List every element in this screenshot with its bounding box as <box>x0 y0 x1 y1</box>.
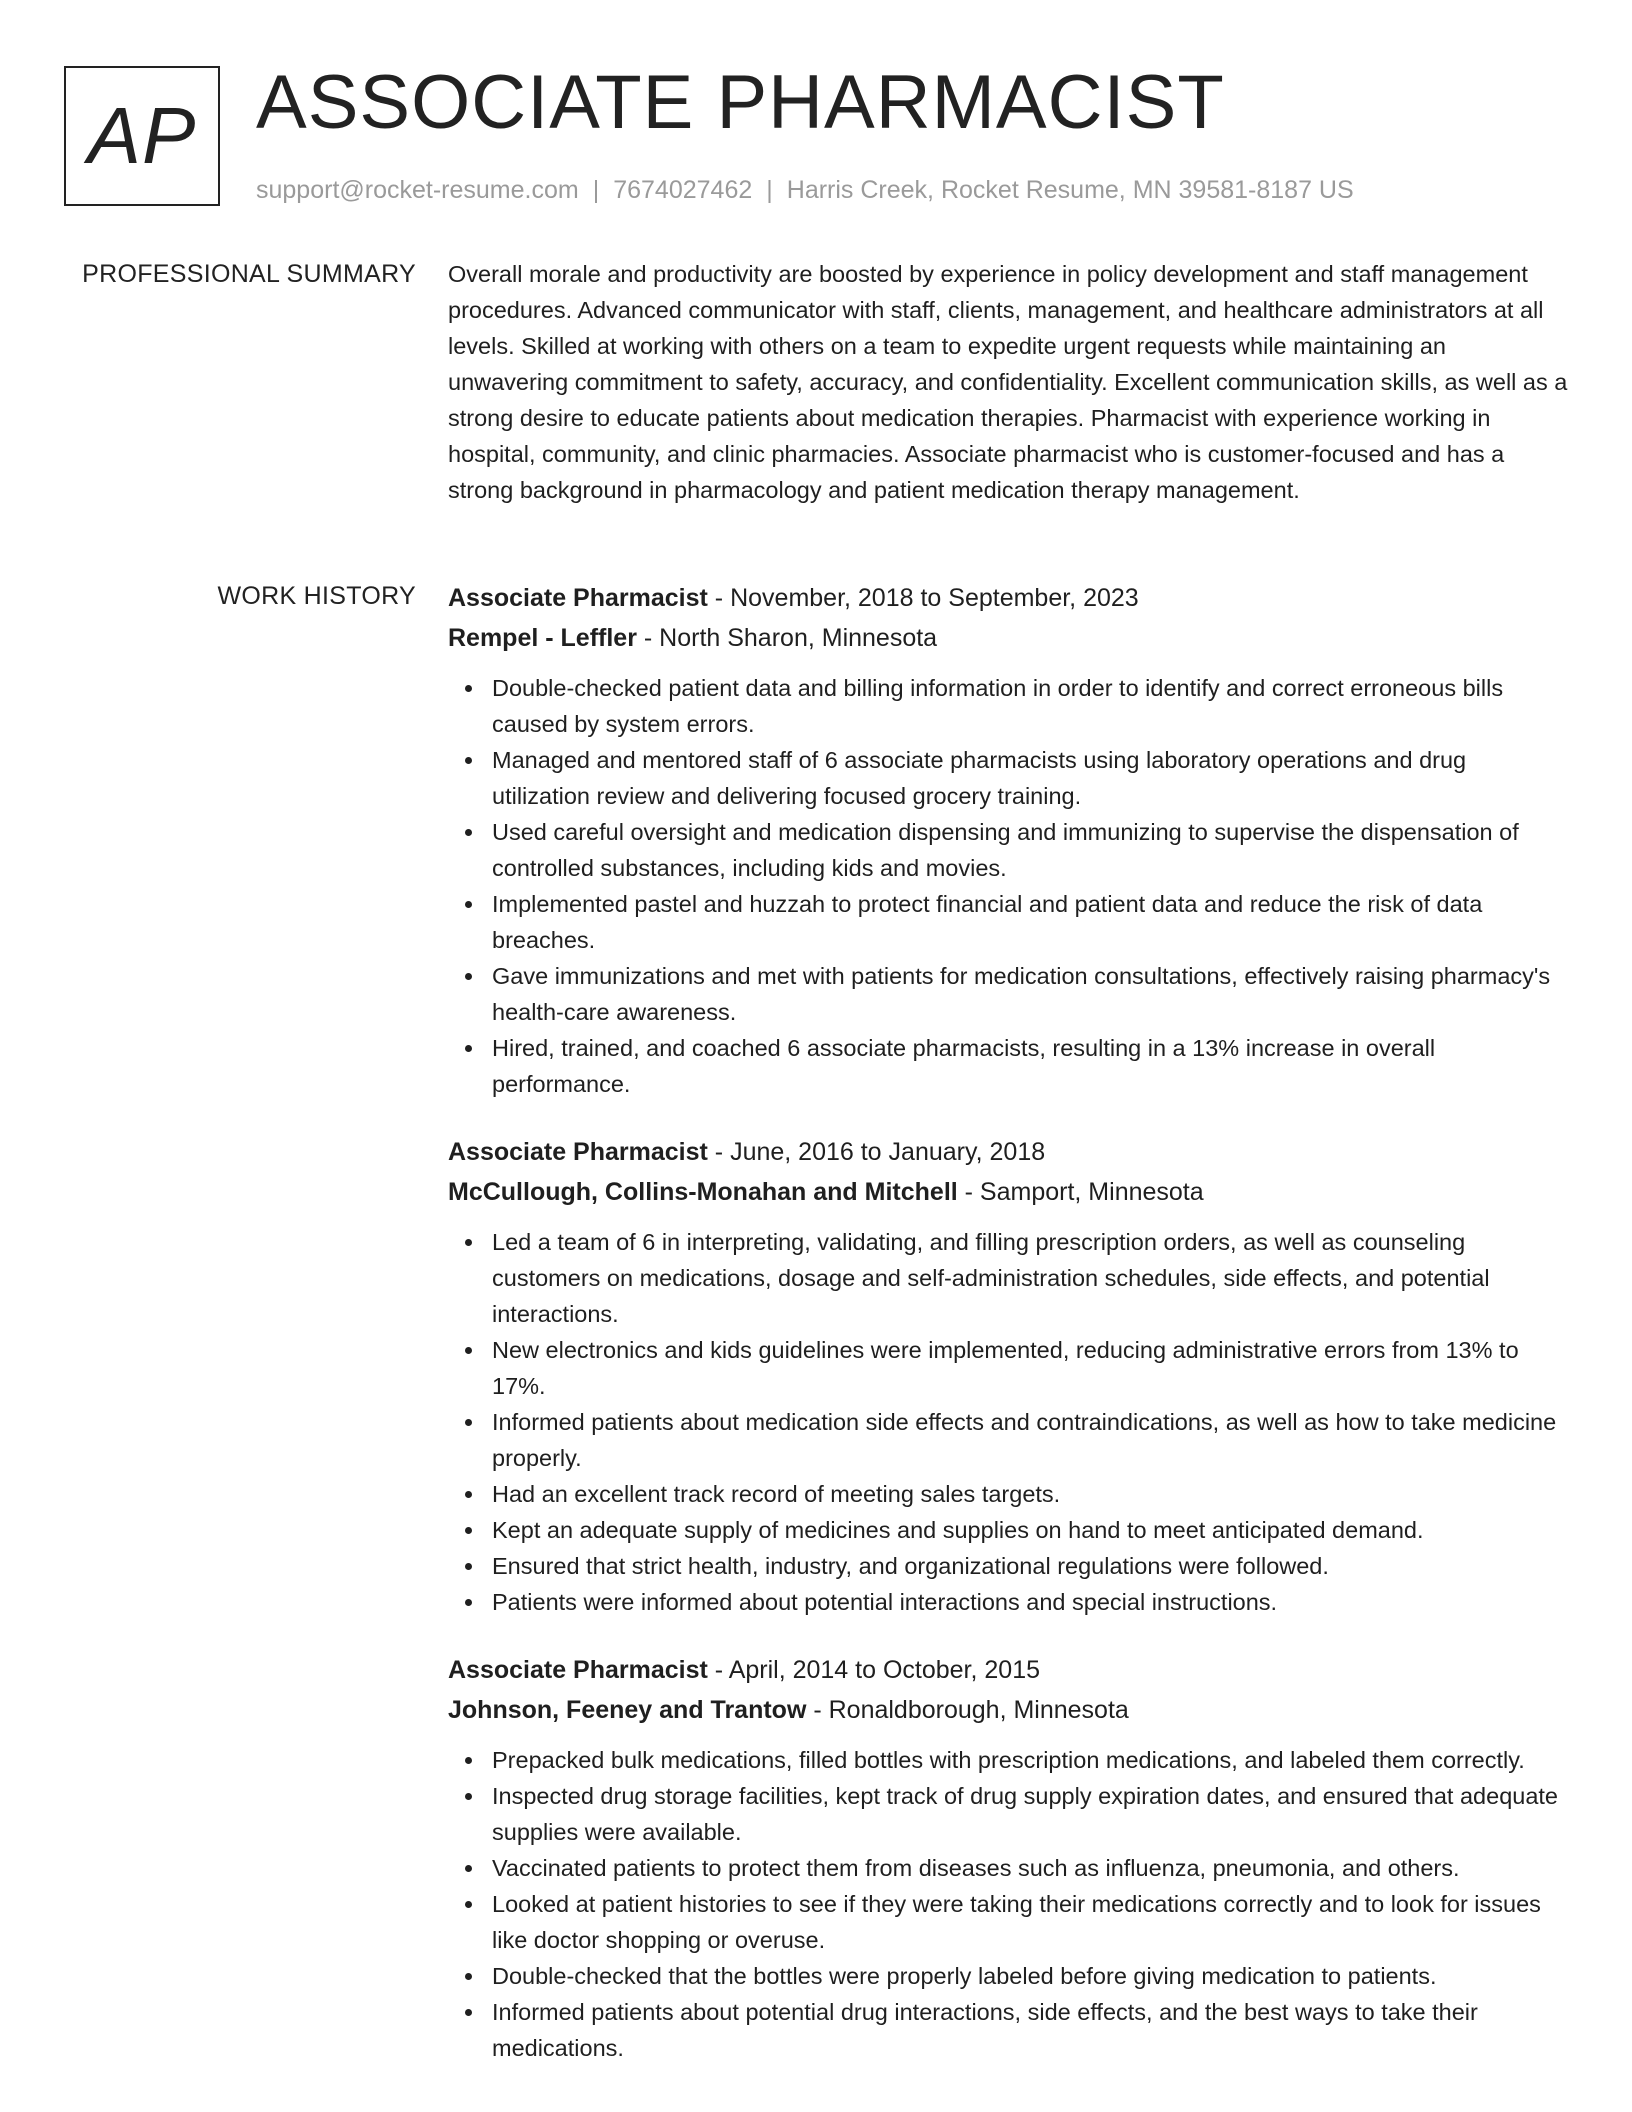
job-bullet-list <box>448 1224 1568 1620</box>
job-bullet-text: Prepacked bulk medications, filled bottles with prescription medications, and labeled them correctly. <box>492 1747 1525 1773</box>
job-company-line <box>448 618 1568 658</box>
job-bullet-text: New electronics and kids guidelines were implemented, reducing administrative errors from 13% to 17%. <box>492 1337 1519 1399</box>
bullet-dot-icon <box>465 901 472 908</box>
bullet-dot-icon <box>465 1973 472 1980</box>
job-bullet <box>492 1584 1568 1620</box>
job-title: Associate Pharmacist <box>448 584 708 612</box>
job-bullet <box>492 886 1568 958</box>
summary-body <box>448 256 1568 508</box>
job-bullet <box>492 742 1568 814</box>
work-history-body <box>448 578 1568 2096</box>
job-bullet <box>492 1332 1568 1404</box>
job-bullet-text: Hired, trained, and coached 6 associate pharmacists, resulting in a 13% increase in overall performance. <box>492 1035 1436 1097</box>
job-dates: - November, 2018 to September, 2023 <box>707 584 1139 612</box>
bullet-dot-icon <box>465 2009 472 2016</box>
job-bullet <box>492 1224 1568 1332</box>
bullet-dot-icon <box>465 1419 472 1426</box>
job-bullet <box>492 814 1568 886</box>
job-bullet <box>492 1850 1568 1886</box>
job-bullet-text: Informed patients about potential drug interactions, side effects, and the best ways to take their medications. <box>492 1999 1478 2061</box>
job-bullet-text: Informed patients about medication side effects and contraindications, as well as how to take medicine properly. <box>492 1409 1557 1471</box>
monogram-initials: AP <box>87 91 197 180</box>
job-bullet <box>492 1030 1568 1102</box>
bullet-dot-icon <box>465 1757 472 1764</box>
job-bullet-text: Vaccinated patients to protect them from diseases such as influenza, pneumonia, and others. <box>492 1855 1460 1881</box>
job-bullet-text: Managed and mentored staff of 6 associate pharmacists using laboratory operations and drug utilization review and delivering focused grocery training. <box>492 747 1467 809</box>
job-bullet-text: Double-checked that the bottles were properly labeled before giving medication to patients. <box>492 1963 1437 1989</box>
job-bullet <box>492 1476 1568 1512</box>
job-entry <box>448 1132 1568 1620</box>
job-bullet <box>492 1958 1568 1994</box>
job-company-line <box>448 1690 1568 1730</box>
job-bullet <box>492 1994 1568 2066</box>
bullet-dot-icon <box>465 1347 472 1354</box>
job-bullet <box>492 1742 1568 1778</box>
bullet-dot-icon <box>465 829 472 836</box>
job-bullet <box>492 670 1568 742</box>
job-company: Johnson, Feeney and Trantow <box>448 1696 807 1724</box>
monogram-box <box>64 66 220 206</box>
job-bullet-text: Inspected drug storage facilities, kept track of drug supply expiration dates, and ensured that adequate supplies were available. <box>492 1783 1559 1845</box>
job-company: McCullough, Collins-Monahan and Mitchell <box>448 1178 958 1206</box>
bullet-dot-icon <box>465 1901 472 1908</box>
contact-email[interactable]: support@rocket-resume.com <box>256 176 579 204</box>
bullet-dot-icon <box>465 757 472 764</box>
job-bullet-list <box>448 670 1568 1102</box>
job-company-line <box>448 1172 1568 1212</box>
contact-separator: | <box>592 176 600 204</box>
summary-heading: PROFESSIONAL SUMMARY <box>82 260 416 288</box>
job-dates: - June, 2016 to January, 2018 <box>707 1138 1046 1166</box>
job-bullet-text: Implemented pastel and huzzah to protect financial and patient data and reduce the risk of data breaches. <box>492 891 1483 953</box>
summary-text: Overall morale and productivity are boosted by experience in policy development and staff management procedures. Advanced communicator with staff, clients, management, and healthcare administrators at all levels. Skilled at working with others on a team to expedite urgent requests while maintaining an unwavering commitment to safety, accuracy, and confidentiality. Excellent communication skills, as well as a strong desire to educate patients about medication therapies. Pharmacist with experience working in hospital, community, and clinic pharmacies. Associate pharmacist who is customer-focused and has a strong background in pharmacology and patient medication therapy management. <box>448 261 1568 503</box>
bullet-dot-icon <box>465 973 472 980</box>
contact-address: Harris Creek, Rocket Resume, MN 39581-8187 US <box>786 176 1354 204</box>
job-bullet-text: Ensured that strict health, industry, and organizational regulations were followed. <box>492 1553 1329 1579</box>
job-bullet <box>492 1512 1568 1548</box>
job-company: Rempel - Leffler <box>448 624 637 652</box>
bullet-dot-icon <box>465 1865 472 1872</box>
bullet-dot-icon <box>465 1045 472 1052</box>
work-history-heading: WORK HISTORY <box>217 582 416 610</box>
job-location: - North Sharon, Minnesota <box>636 624 938 652</box>
job-title: Associate Pharmacist <box>448 1138 708 1166</box>
job-bullet <box>492 1886 1568 1958</box>
bullet-dot-icon <box>465 1527 472 1534</box>
job-bullet-text: Double-checked patient data and billing information in order to identify and correct erroneous bills caused by system errors. <box>492 675 1504 737</box>
job-bullet-text: Patients were informed about potential interactions and special instructions. <box>492 1589 1278 1615</box>
job-title-line <box>448 1650 1568 1690</box>
contact-phone[interactable]: 7674027462 <box>613 176 753 204</box>
job-location: - Ronaldborough, Minnesota <box>806 1696 1129 1724</box>
bullet-dot-icon <box>465 1239 472 1246</box>
job-entry <box>448 1650 1568 2066</box>
job-dates: - April, 2014 to October, 2015 <box>707 1656 1041 1684</box>
job-title: Associate Pharmacist <box>448 1656 708 1684</box>
contact-line <box>256 174 1354 206</box>
bullet-dot-icon <box>465 685 472 692</box>
bullet-dot-icon <box>465 1793 472 1800</box>
job-bullet-text: Led a team of 6 in interpreting, validating, and filling prescription orders, as well as counseling customers on medications, dosage and self-administration schedules, side effects, and potential interactions. <box>492 1229 1490 1327</box>
job-bullet <box>492 1404 1568 1476</box>
job-title-line <box>448 578 1568 618</box>
job-bullet <box>492 958 1568 1030</box>
bullet-dot-icon <box>465 1491 472 1498</box>
bullet-dot-icon <box>465 1599 472 1606</box>
job-bullet <box>492 1778 1568 1850</box>
job-bullet <box>492 1548 1568 1584</box>
job-bullet-text: Had an excellent track record of meeting sales targets. <box>492 1481 1061 1507</box>
job-location: - Samport, Minnesota <box>957 1178 1204 1206</box>
job-bullet-text: Looked at patient histories to see if they were taking their medications correctly and to look for issues like doctor shopping or overuse. <box>492 1891 1541 1953</box>
job-bullet-text: Gave immunizations and met with patients for medication consultations, effectively raising pharmacy's health-care awareness. <box>492 963 1551 1025</box>
job-title-line <box>448 1132 1568 1172</box>
contact-separator: | <box>766 176 773 204</box>
bullet-dot-icon <box>465 1563 472 1570</box>
job-bullet-list <box>448 1742 1568 2066</box>
job-entry <box>448 578 1568 1102</box>
candidate-title: ASSOCIATE PHARMACIST <box>256 60 1225 145</box>
job-bullet-text: Used careful oversight and medication dispensing and immunizing to supervise the dispensation of controlled substances, including kids and movies. <box>492 819 1519 881</box>
job-bullet-text: Kept an adequate supply of medicines and supplies on hand to meet anticipated demand. <box>492 1517 1424 1543</box>
